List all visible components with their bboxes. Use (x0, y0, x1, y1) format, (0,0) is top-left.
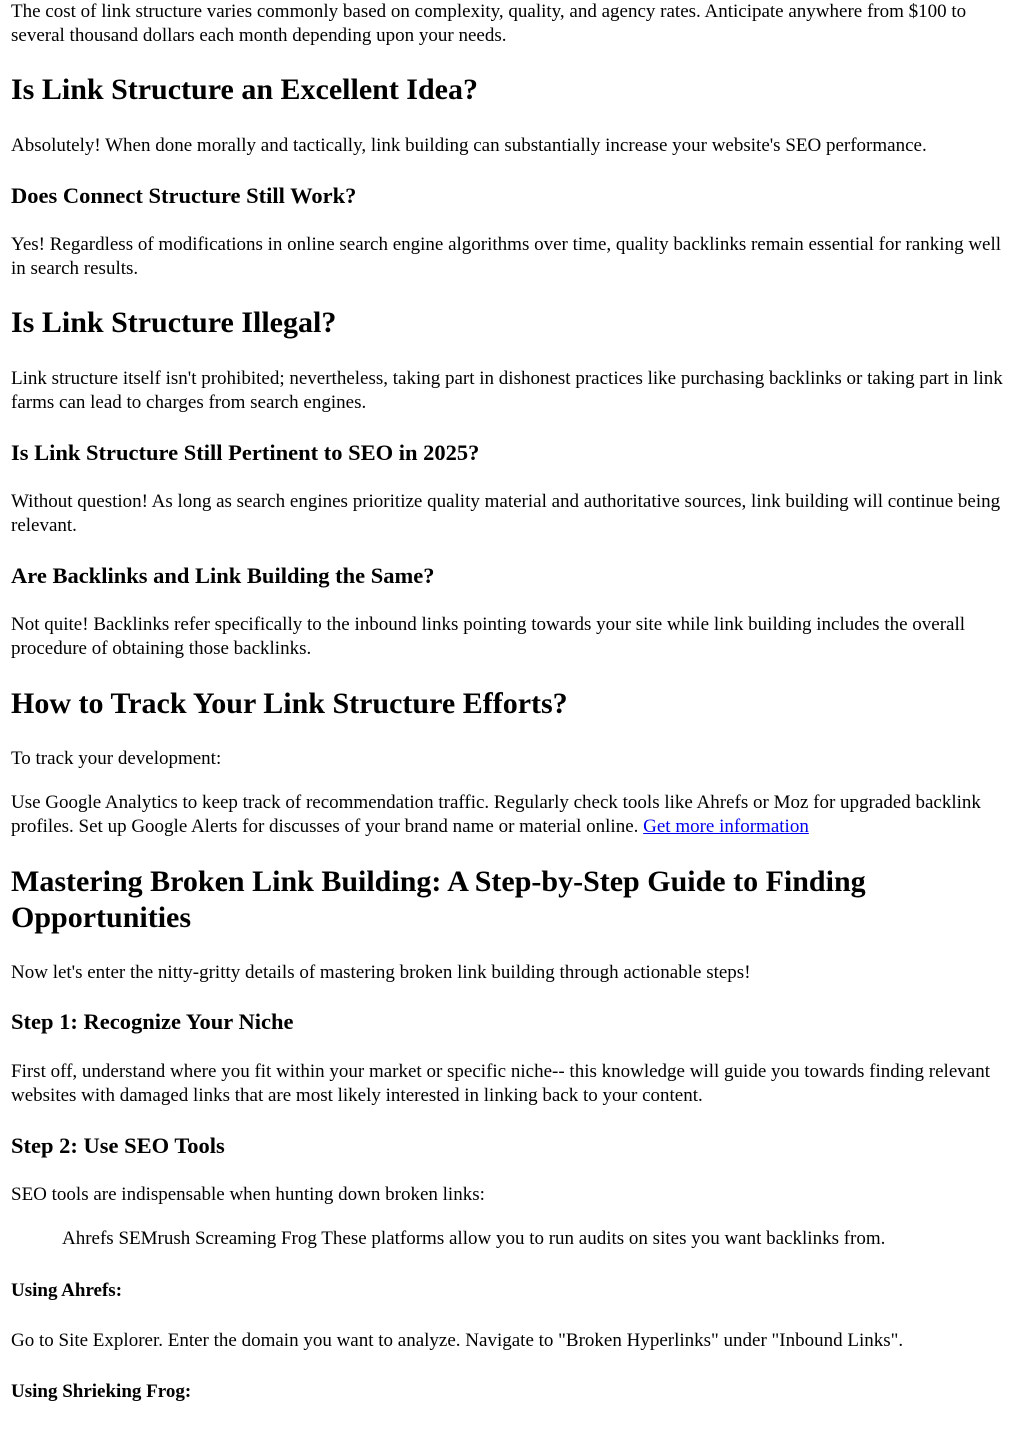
paragraph-absolutely: Absolutely! When done morally and tactically, link building can substantially increase your website's SEO performance. (11, 135, 927, 156)
heading-illegal: Is Link Structure Illegal? (11, 306, 337, 339)
paragraph-cost: The cost of link structure varies commonly based on complexity, quality, and agency rates. Anticipate anywhere from $100 to several thousand dollars each month depending upon your needs. (11, 1, 967, 46)
heading-excellent-idea: Is Link Structure an Excellent Idea? (11, 73, 478, 106)
get-more-information-link[interactable]: Get more information (643, 815, 809, 837)
heading-mastering: Mastering Broken Link Building: A Step-by-Step Guide to Finding Opportunities (11, 865, 866, 934)
heading-pertinent: Is Link Structure Still Pertinent to SEO in 2025? (11, 440, 480, 465)
heading-step2: Step 2: Use SEO Tools (11, 1133, 225, 1158)
paragraph-tools-list: Ahrefs SEMrush Screaming Frog These platforms allow you to run audits on sites you want backlinks from. (62, 1228, 886, 1249)
paragraph-prohibited: Link structure itself isn't prohibited; nevertheless, taking part in dishonest practices like purchasing backlinks or taking part in link farms can lead to charges from search engines. (11, 368, 1003, 413)
paragraph-ahrefs-steps: Go to Site Explorer. Enter the domain you want to analyze. Navigate to "Broken Hyperlinks" under "Inbound Links". (11, 1330, 904, 1351)
analytics-text: Use Google Analytics to keep track of recommendation traffic. Regularly check tools like Ahrefs or Moz for upgraded backlink profiles. Set up Google Alerts for discusses of your brand name or material online. (11, 792, 981, 837)
heading-still-work: Does Connect Structure Still Work? (11, 183, 357, 208)
paragraph-without-question: Without question! As long as search engines prioritize quality material and authoritative sources, link building will continue being relevant. (11, 491, 1001, 536)
paragraph-not-quite: Not quite! Backlinks refer specifically to the inbound links pointing towards your site while link building includes the overall procedure of obtaining those backlinks. (11, 614, 966, 659)
paragraph-track-intro: To track your development: (11, 748, 222, 769)
heading-using-frog: Using Shrieking Frog: (11, 1381, 192, 1402)
heading-step1: Step 1: Recognize Your Niche (11, 1009, 294, 1034)
heading-same: Are Backlinks and Link Building the Same? (11, 563, 435, 588)
paragraph-yes: Yes! Regardless of modifications in online search engine algorithms over time, quality backlinks remain essential for ranking well in search results. (11, 234, 1002, 279)
heading-track: How to Track Your Link Structure Efforts? (11, 687, 568, 720)
heading-using-ahrefs: Using Ahrefs: (11, 1280, 123, 1301)
paragraph-step1: First off, understand where you fit within your market or specific niche-- this knowledge will guide you towards finding relevant websites with damaged links that are most likely interested in linking back to your content. (11, 1061, 990, 1106)
paragraph-analytics (11, 791, 1014, 838)
paragraph-seo-tools: SEO tools are indispensable when hunting down broken links: (11, 1184, 485, 1205)
paragraph-nitty-gritty: Now let's enter the nitty-gritty details of mastering broken link building through actionable steps! (11, 962, 751, 983)
